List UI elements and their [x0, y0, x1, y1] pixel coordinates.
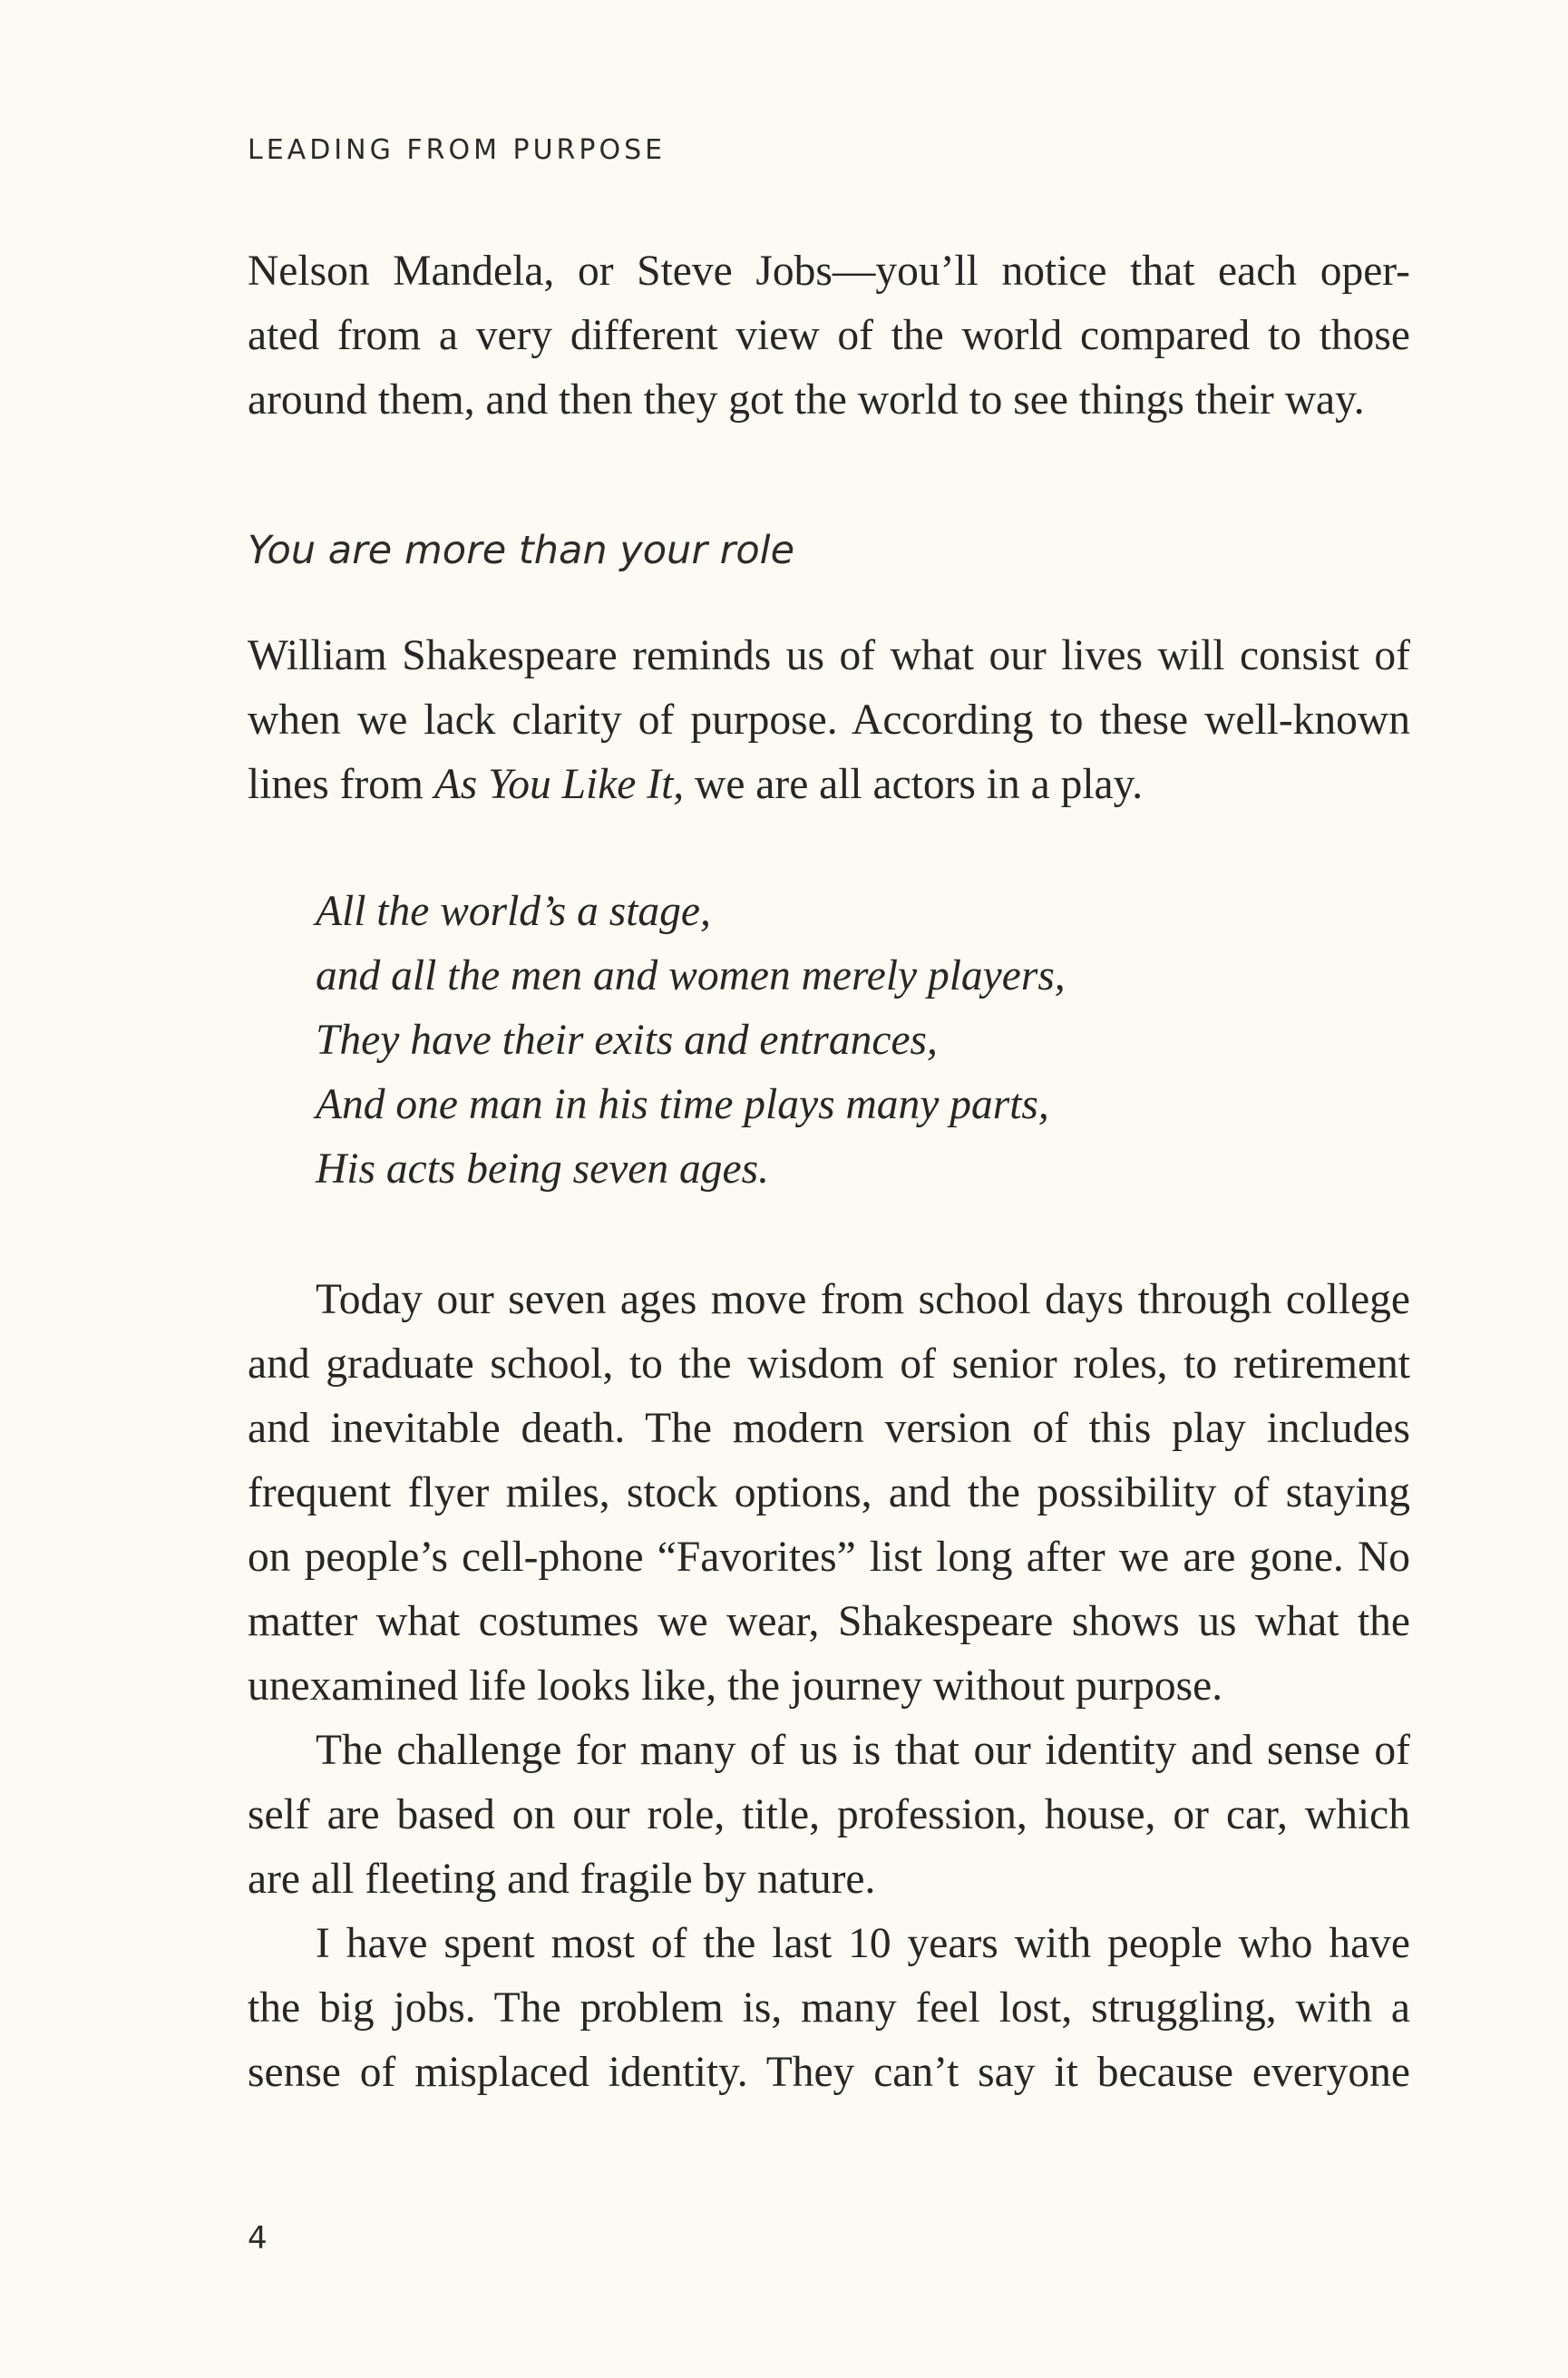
text-line: when we lack clarity of purpose. According to these well-known — [248, 697, 1410, 744]
text-line: sense of misplaced identity. They can’t say it because everyone — [248, 2049, 1410, 2096]
text-line: The challenge for many of us is that our identity and sense of — [316, 1727, 1410, 1774]
text-line: Nelson Mandela, or Steve Jobs—you’ll notice that each oper- — [248, 248, 1410, 295]
verse-line: They have their exits and entrances, — [316, 1017, 938, 1064]
text-run: we are all actors in a play. — [684, 761, 1144, 808]
page-number: 4 — [248, 2220, 268, 2256]
verse-quotation — [316, 880, 1066, 1202]
verse-line: And one man in his time plays many parts, — [316, 1081, 1049, 1128]
verse-line: All the world’s a stage, — [316, 888, 711, 935]
text-line: are all fleeting and fragile by nature. — [248, 1856, 876, 1903]
text-line: unexamined life looks like, the journey without purpose. — [248, 1662, 1223, 1710]
text-line: ated from a very different view of the world compared to those — [248, 312, 1410, 359]
paragraph-continuation — [248, 239, 1410, 433]
text-line: frequent flyer miles, stock options, and the possibility of staying — [248, 1469, 1410, 1516]
book-title: As You Like It, — [433, 761, 685, 808]
text-line: and graduate school, to the wisdom of senior roles, to retirement — [248, 1340, 1410, 1388]
text-line: on people’s cell-phone “Favorites” list long after we are gone. No — [248, 1534, 1410, 1581]
text-line: and inevitable death. The modern version of this play includes — [248, 1405, 1410, 1452]
paragraph-seven-ages — [248, 1268, 1410, 1719]
text-line: the big jobs. The problem is, many feel lost, struggling, with a — [248, 1984, 1410, 2032]
text-line: around them, and then they got the world to see things their way. — [248, 376, 1365, 424]
paragraph-shakespeare-intro — [248, 624, 1410, 817]
text-line: self are based on our role, title, profession, house, or car, which — [248, 1791, 1410, 1838]
paragraph-big-jobs — [248, 1912, 1410, 2105]
text-run: lines from — [248, 761, 434, 808]
text-line: Today our seven ages move from school days through college — [316, 1276, 1410, 1323]
text-line: matter what costumes we wear, Shakespeare shows us what the — [248, 1598, 1410, 1645]
text-line: I have spent most of the last 10 years with people who have — [316, 1920, 1410, 1967]
text-line: William Shakespeare reminds us of what our lives will consist of — [248, 632, 1410, 679]
verse-line: His acts being seven ages. — [316, 1145, 769, 1193]
section-subhead: You are more than your role — [248, 528, 795, 573]
text-line — [248, 753, 1410, 817]
verse-line: and all the men and women merely players, — [316, 952, 1066, 999]
paragraph-identity — [248, 1719, 1410, 1912]
running-head: LEADING FROM PURPOSE — [248, 134, 667, 166]
